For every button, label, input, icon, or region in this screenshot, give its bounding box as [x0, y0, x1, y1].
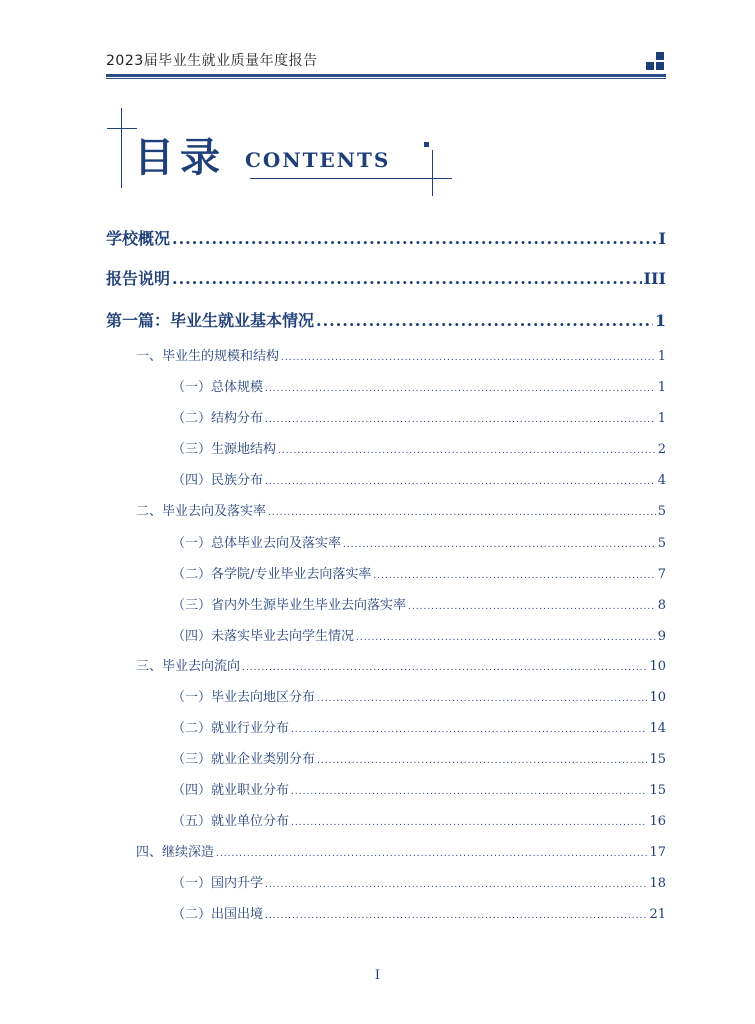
toc-entry-label: （一）国内升学 [172, 876, 264, 891]
toc-entry-page: I [658, 229, 666, 248]
toc-entry-page: 16 [649, 814, 666, 829]
toc-entry-page: 14 [649, 721, 666, 736]
toc-entry-label: 报告说明 [106, 269, 171, 288]
toc-entry[interactable] [172, 438, 666, 457]
leader-dots [265, 876, 647, 891]
leader-dots [172, 269, 642, 288]
toc-entry-page: 1 [657, 411, 666, 426]
leader-dots [373, 567, 655, 582]
toc-entry-label: （四）就业职业分布 [172, 783, 290, 798]
leader-dots [265, 473, 656, 488]
toc-entry-page: III [643, 269, 666, 288]
toc-entry[interactable] [172, 625, 666, 644]
leader-dots [172, 229, 657, 248]
toc-entry[interactable] [136, 655, 666, 674]
toc-entry-label: （三）生源地结构 [172, 442, 277, 457]
toc-entry-label: （三）就业企业类别分布 [172, 752, 316, 767]
toc-entry[interactable] [106, 266, 666, 289]
toc-entry-page: 17 [649, 845, 666, 860]
toc-entry-page: 5 [657, 504, 666, 519]
toc-entry-label: （四）民族分布 [172, 473, 264, 488]
leader-dots [291, 721, 647, 736]
toc-entry-page: 18 [649, 876, 666, 891]
toc-entry[interactable] [136, 500, 666, 519]
leader-dots [216, 845, 647, 860]
toc-title: 目录 [134, 135, 226, 181]
toc-entry-page: 21 [649, 907, 666, 922]
toc-entry-label: 三、毕业去向流向 [136, 659, 241, 674]
toc-entry[interactable] [172, 810, 666, 829]
toc-entry-label: （一）总体规模 [172, 380, 264, 395]
toc-entry-page: 2 [657, 442, 666, 457]
toc-entry[interactable] [106, 226, 666, 249]
toc-entry-page: 8 [657, 598, 666, 613]
toc-entry-page: 1 [654, 311, 666, 330]
toc-entry[interactable] [106, 308, 666, 331]
leader-dots [291, 783, 647, 798]
decor-square-icon [424, 142, 429, 147]
toc-entry[interactable] [172, 532, 666, 551]
toc-entry-page: 5 [657, 536, 666, 551]
leader-dots [265, 380, 656, 395]
leader-dots [316, 311, 653, 330]
toc-entry[interactable] [172, 686, 666, 705]
toc-entry-label: （二）出国出境 [172, 907, 264, 922]
toc-entry[interactable] [172, 717, 666, 736]
toc-entry-page: 15 [649, 752, 666, 767]
toc-entry[interactable] [172, 748, 666, 767]
toc-entry-label: （二）结构分布 [172, 411, 264, 426]
toc-entry-page: 10 [649, 690, 666, 705]
toc-entry-label: （二）各学院/专业毕业去向落实率 [172, 567, 372, 582]
toc-entry-label: （四）未落实毕业去向学生情况 [172, 629, 355, 644]
header-title: 2023届毕业生就业质量年度报告 [106, 53, 318, 69]
toc-entry[interactable] [172, 779, 666, 798]
toc-entry[interactable] [172, 563, 666, 582]
logo-icon [646, 52, 664, 70]
toc-entry-label: 二、毕业去向及落实率 [136, 504, 267, 519]
toc-entry-label: （一）毕业去向地区分布 [172, 690, 316, 705]
toc-entry-page: 15 [649, 783, 666, 798]
leader-dots [317, 752, 647, 767]
toc-entry-label: 一、毕业生的规模和结构 [136, 349, 280, 364]
toc-entry-page: 7 [657, 567, 666, 582]
leader-dots [343, 536, 656, 551]
toc-entry[interactable] [172, 407, 666, 426]
leader-dots [408, 598, 656, 613]
leader-dots [242, 659, 647, 674]
toc-entry-page: 9 [657, 629, 666, 644]
toc-entry-label: 四、继续深造 [136, 845, 215, 860]
toc-entry-label: （五）就业单位分布 [172, 814, 290, 829]
toc-entry-label: （一）总体毕业去向及落实率 [172, 536, 342, 551]
leader-dots [268, 504, 656, 519]
toc-entry[interactable] [172, 376, 666, 395]
header-rule-thin [106, 78, 666, 79]
toc-subtitle: CONTENTS [245, 148, 391, 172]
toc-entry-label: 第一篇：毕业生就业基本情况 [106, 311, 315, 330]
toc-entry[interactable] [136, 841, 666, 860]
toc-entry-page: 1 [657, 380, 666, 395]
decor-hline-left [107, 128, 137, 129]
toc-entry-page: 4 [657, 473, 666, 488]
leader-dots [265, 907, 647, 922]
leader-dots [356, 629, 656, 644]
toc-entry-page: 10 [649, 659, 666, 674]
header-rule [106, 74, 666, 77]
leader-dots [281, 349, 656, 364]
decor-vline-right [432, 150, 433, 196]
toc-entry-label: 学校概况 [106, 229, 171, 248]
toc-entry-label: （三）省内外生源毕业生毕业去向落实率 [172, 598, 407, 613]
leader-dots [291, 814, 647, 829]
toc-entry[interactable] [136, 345, 666, 364]
decor-vline-left [121, 108, 122, 188]
leader-dots [278, 442, 656, 457]
leader-dots [317, 690, 647, 705]
page-number: I [374, 968, 381, 983]
toc-entry[interactable] [172, 469, 666, 488]
toc-entry[interactable] [172, 594, 666, 613]
leader-dots [265, 411, 656, 426]
decor-hline-right [250, 178, 452, 179]
toc-entry[interactable] [172, 872, 666, 891]
toc-entry[interactable] [172, 903, 666, 922]
toc-entry-label: （二）就业行业分布 [172, 721, 290, 736]
toc-entry-page: 1 [657, 349, 666, 364]
